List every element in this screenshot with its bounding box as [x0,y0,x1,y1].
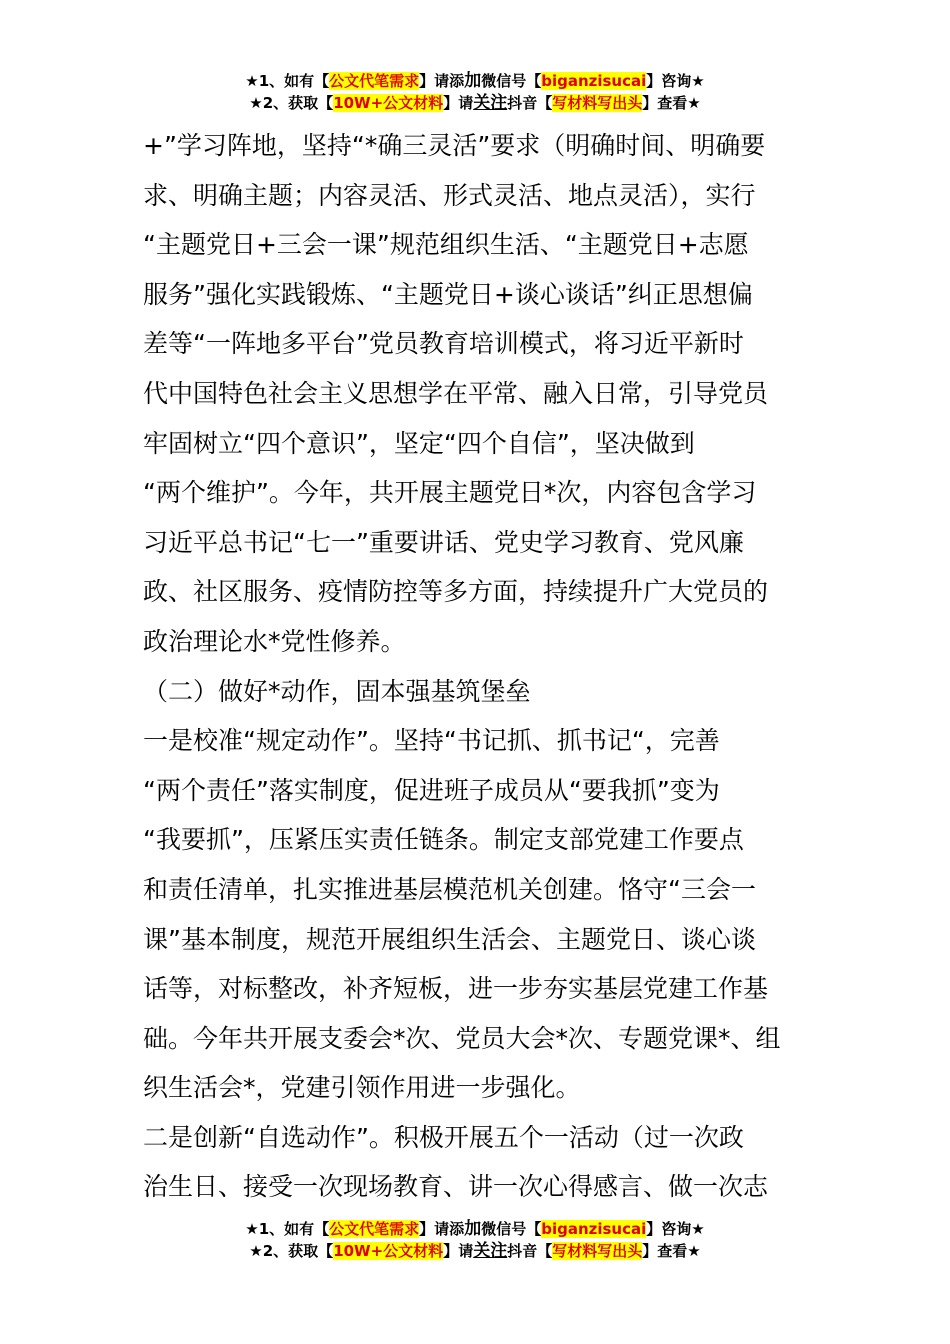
banner-text: 微信号【 [481,1220,542,1238]
banner-highlight-service: 公文代笔需求 [329,1220,420,1238]
footer-banner [0,1218,950,1262]
body-line: “两个维护”。今年，共开展主题党日*次，内容包含学习 [143,478,757,508]
banner-text-underlined: 关注 [473,93,508,113]
body-line: 和责任清单，扎实推进基层模范机关创建。恪守“三会一 [143,874,756,904]
banner-highlight-wechat: biganzisucai [541,1220,647,1238]
banner-text: ★2、获取【 [249,94,334,112]
body-line: “我要抓”，压紧压实责任链条。制定支部党建工作要点 [143,825,744,855]
document-body [143,121,807,1212]
banner-text: 】请添 [419,72,465,90]
banner-text: ★1、如有【 [245,1220,330,1238]
body-line: 础。今年共开展支委会*次、党员大会*次、专题党课*、组 [143,1023,781,1053]
body-line: 习近平总书记“七一”重要讲话、党史学习教育、党风廉 [143,527,744,557]
body-line: 牢固树立“四个意识”，坚定“四个自信”，坚决做到 [143,428,695,458]
banner-line-2 [0,92,950,114]
banner-line-2 [0,1240,950,1262]
body-line: 代中国特色社会主义思想学在平常、融入日常，引导党员 [143,378,769,408]
body-line: 一是校准“规定动作”。坚持“书记抓、抓书记“，完善 [143,726,720,756]
body-line: 差等“一阵地多平台”党员教育培训模式，将习近平新时 [143,329,744,359]
banner-highlight-materials: 10W+公文材料 [333,1242,444,1260]
banner-highlight-wechat: biganzisucai [541,72,647,90]
body-line: 服务”强化实践锻炼、“主题党日+谈心谈话”纠正思想偏 [143,279,753,309]
banner-text: ★2、获取【 [249,1242,334,1260]
banner-text-emphasis: 加 [464,1219,482,1239]
section-heading: （二）做好*动作，固本强基筑堡垒 [143,676,531,706]
banner-text: 抖音【 [507,1242,553,1260]
banner-text: 】咨询★ [646,1220,705,1238]
banner-text: 】咨询★ [646,72,705,90]
banner-highlight-materials: 10W+公文材料 [333,94,444,112]
banner-text: 】请 [443,94,474,112]
body-line: 话等，对标整改，补齐短板，进一步夯实基层党建工作基 [143,974,769,1004]
body-line: 政治理论水*党性修养。 [143,626,406,656]
body-line: 课”基本制度，规范开展组织生活会、主题党日、谈心谈 [143,924,756,954]
banner-line-1 [0,70,950,92]
body-line: 二是创新“自选动作”。积极开展五个一活动（过一次政 [143,1122,744,1152]
banner-line-1 [0,1218,950,1240]
banner-text-underlined: 关注 [473,1241,508,1261]
body-line: 求、明确主题；内容灵活、形式灵活、地点灵活），实行 [143,180,756,210]
banner-text: ★1、如有【 [245,72,330,90]
banner-text: 抖音【 [507,94,553,112]
banner-text: 】请 [443,1242,474,1260]
body-line: 政、社区服务、疫情防控等多方面，持续提升广大党员的 [143,577,769,607]
body-line: “主题党日+三会一课”规范组织生活、“主题党日+志愿 [143,230,749,260]
body-line: “两个责任”落实制度，促进班子成员从“要我抓”变为 [143,775,720,805]
body-line: 织生活会*，党建引领作用进一步强化。 [143,1073,581,1103]
banner-highlight-service: 公文代笔需求 [329,72,420,90]
header-banner [0,70,950,114]
banner-text: 微信号【 [481,72,542,90]
banner-text: 】查看★ [642,94,701,112]
banner-text: 】查看★ [642,1242,701,1260]
banner-highlight-douyin: 写材料写出头 [552,1242,643,1260]
banner-highlight-douyin: 写材料写出头 [552,94,643,112]
body-line: 治生日、接受一次现场教育、讲一次心得感言、做一次志 [143,1172,769,1202]
banner-text: 】请添 [419,1220,465,1238]
banner-text-emphasis: 加 [464,71,482,91]
body-line: +”学习阵地，坚持“*确三灵活”要求（明确时间、明确要 [143,131,766,160]
